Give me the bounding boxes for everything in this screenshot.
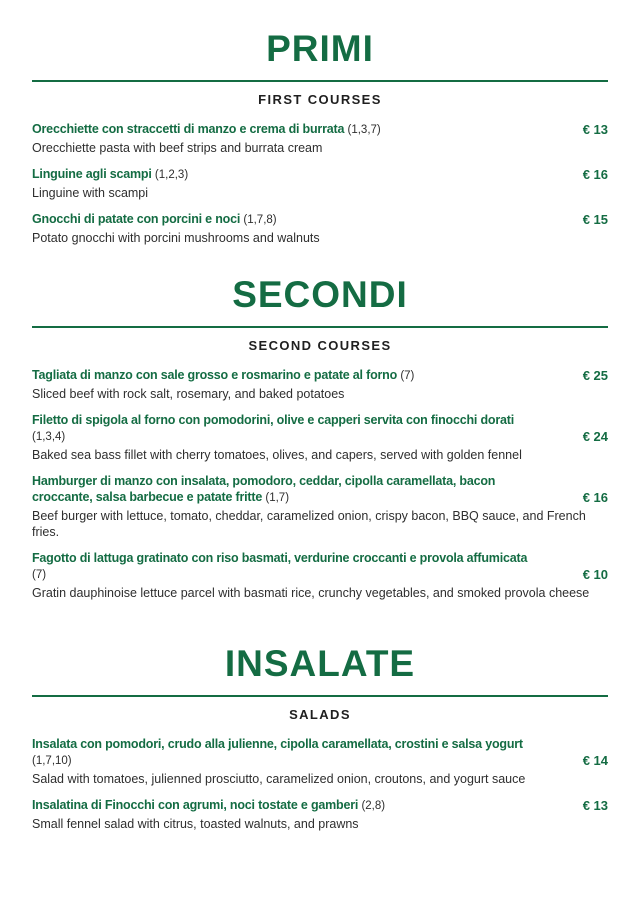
item-description: Sliced beef with rock salt, rosemary, and baked potatoes (32, 386, 345, 401)
item-row (32, 211, 608, 228)
section-subtitle: FIRST COURSES (258, 91, 382, 107)
item-title (32, 797, 385, 814)
section-items (32, 367, 608, 601)
item-row (32, 797, 608, 814)
item-row (32, 412, 608, 445)
item-allergens: (1,7) (265, 491, 290, 504)
item-allergens: (1,7,8) (243, 213, 277, 226)
menu-item (32, 211, 608, 246)
item-row (32, 367, 608, 384)
menu-item (32, 736, 608, 787)
section-title: SECONDI (232, 273, 408, 315)
menu-item (32, 121, 608, 156)
item-price: € 16 (582, 166, 608, 182)
item-description: Baked sea bass fillet with cherry tomatoes, olives, and capers, served with golden fennel (32, 447, 522, 462)
section-title: PRIMI (266, 28, 374, 69)
item-title (32, 121, 381, 138)
section-primi (32, 30, 608, 246)
section-divider (32, 695, 608, 697)
item-row (32, 473, 608, 506)
section-divider (32, 80, 608, 82)
item-description: Gratin dauphinoise lettuce parcel with basmati rice, crunchy vegetables, and smoked provola cheese (32, 585, 590, 600)
item-name: Filetto di spigola al forno con pomodorini, olive e capperi servita con finocchi dorati (32, 412, 514, 427)
item-title (32, 412, 537, 445)
item-row (32, 736, 608, 769)
menu-item (32, 797, 608, 832)
item-name: Fagotto di lattuga gratinato con riso basmati, verdurine croccanti e provola affumicata (32, 550, 528, 565)
item-title (32, 550, 537, 583)
item-description: Beef burger with lettuce, tomato, cheddar, caramelized onion, crispy bacon, BBQ sauce, and French fries. (32, 508, 586, 539)
section-insalate (32, 642, 608, 832)
item-name: Orecchiette con straccetti di manzo e crema di burrata (32, 121, 345, 136)
item-row (32, 121, 608, 138)
item-row (32, 550, 608, 583)
item-price: € 10 (582, 566, 608, 582)
item-title (32, 473, 537, 506)
item-title (32, 736, 537, 769)
item-price: € 13 (582, 121, 608, 137)
item-allergens: (1,2,3) (154, 168, 189, 181)
section-subtitle: SALADS (289, 706, 351, 722)
item-description: Linguine with scampi (32, 185, 149, 200)
item-allergens: (7) (400, 369, 415, 382)
section-divider (32, 326, 608, 328)
item-name: Insalatina di Finocchi con agrumi, noci tostate e gamberi (32, 797, 359, 812)
item-description: Potato gnocchi with porcini mushrooms and walnuts (32, 230, 320, 245)
menu-item (32, 473, 608, 540)
menu-item (32, 550, 608, 601)
item-title (32, 211, 277, 228)
item-title (32, 367, 414, 384)
item-price: € 15 (582, 211, 608, 227)
section-items (32, 736, 608, 832)
item-title (32, 166, 188, 183)
item-name: Gnocchi di patate con porcini e noci (32, 211, 241, 226)
section-secondi (32, 273, 608, 601)
item-description: Orecchiette pasta with beef strips and burrata cream (32, 140, 323, 155)
menu-item (32, 367, 608, 402)
item-row (32, 166, 608, 183)
item-description: Salad with tomatoes, julienned prosciutto, caramelized onion, croutons, and yogurt sauce (32, 771, 526, 786)
item-name: Tagliata di manzo con sale grosso e rosmarino e patate al forno (32, 367, 398, 382)
menu-item (32, 412, 608, 463)
section-subtitle: SECOND COURSES (248, 337, 392, 353)
item-description: Small fennel salad with citrus, toasted walnuts, and prawns (32, 816, 359, 831)
item-price: € 14 (582, 752, 608, 768)
item-allergens: (2,8) (361, 799, 386, 812)
item-price: € 24 (582, 428, 608, 444)
menu-item (32, 166, 608, 201)
item-price: € 16 (582, 489, 608, 505)
section-title: INSALATE (224, 642, 416, 684)
item-allergens: (1,3,7) (347, 123, 381, 136)
item-price: € 13 (582, 797, 608, 813)
item-name: Linguine agli scampi (32, 166, 152, 181)
item-allergens: (7) (32, 568, 47, 581)
item-price: € 25 (582, 367, 608, 383)
item-allergens: (1,3,4) (32, 430, 66, 443)
section-items (32, 121, 608, 246)
item-allergens: (1,7,10) (32, 754, 72, 767)
item-name: Insalata con pomodori, crudo alla julienne, cipolla caramellata, crostini e salsa yogurt (32, 736, 523, 751)
item-name: Hamburger di manzo con insalata, pomodoro, ceddar, cipolla caramellata, bacon croccante, salsa barbecue e patate fritte (32, 473, 496, 504)
